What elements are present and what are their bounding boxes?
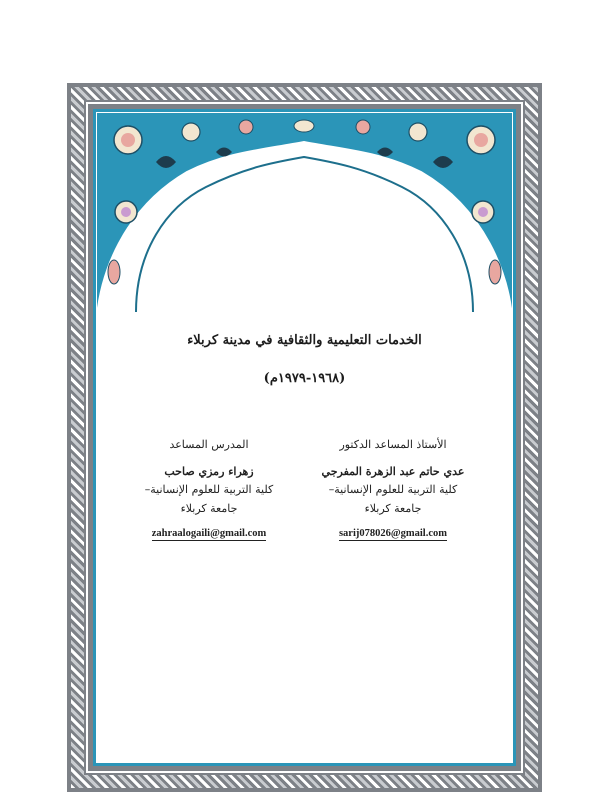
author-college: كلية التربية للعلوم الإنسانية– <box>328 483 458 496</box>
author-name: عدي حاتم عبد الزهرة المفرجي <box>321 465 465 478</box>
author-block-2 <box>124 438 294 541</box>
author-rank: المدرس المساعد <box>169 438 249 451</box>
author-college: كلية التربية للعلوم الإنسانية– <box>144 483 274 496</box>
document-title: الخدمات التعليمية والثقافية في مدينة كربلاء <box>187 333 422 348</box>
author-university: جامعة كربلاء <box>364 502 422 515</box>
author-name: زهراء رمزي صاحب <box>164 465 254 478</box>
document-date-range: (١٩٦٨-١٩٧٩م) <box>263 371 346 386</box>
author-university: جامعة كربلاء <box>180 502 238 515</box>
author-block-1 <box>308 438 478 541</box>
author-email-link[interactable]: sarij078026@gmail.com <box>338 528 448 539</box>
author-rank: الأستاذ المساعد الدكتور <box>339 438 447 451</box>
arabesque-arch-ornament <box>96 112 513 337</box>
author-email-link[interactable]: zahraalogaili@gmail.com <box>151 528 267 539</box>
